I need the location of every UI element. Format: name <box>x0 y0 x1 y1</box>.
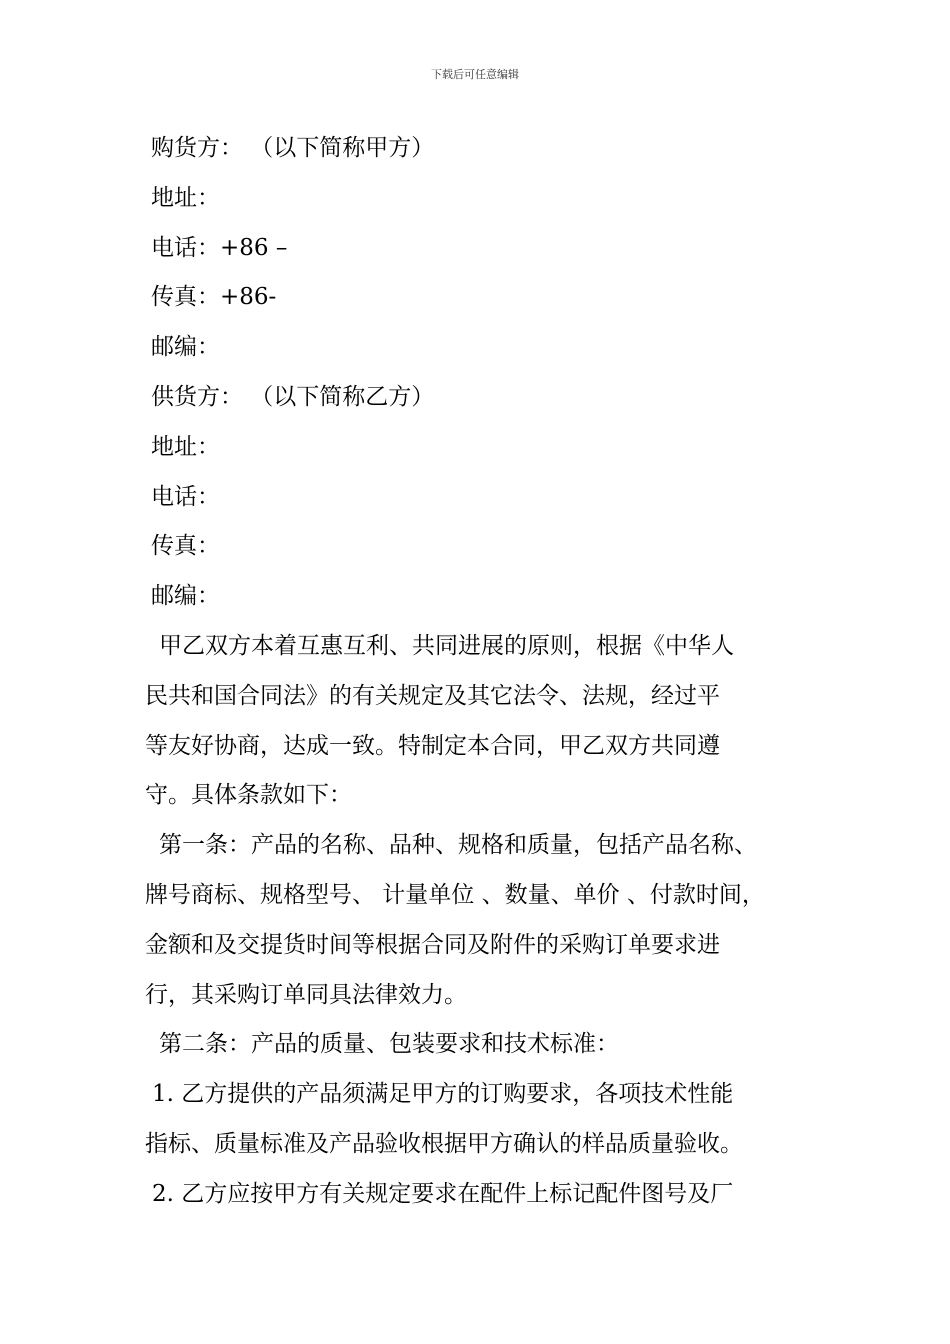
buyer-address: 地址： <box>151 184 220 211</box>
contract-body <box>145 124 825 1220</box>
article2-item2-line: 2. 乙方应按甲方有关规定要求在配件上标记配件图号及厂 <box>152 1180 734 1207</box>
buyer-title: 购货方： （以下简称甲方） <box>151 135 435 161</box>
article1-line: 行，其采购订单同具法律效力。 <box>145 981 467 1008</box>
supplier-phone: 电话： <box>151 483 220 510</box>
preamble-line: 民共和国合同法》的有关规定及其它法令、法规，经过平 <box>145 682 720 709</box>
preamble-line: 守。具体条款如下： <box>145 782 352 809</box>
article1-line: 第一条：产品的名称、品种、规格和质量，包括产品名称、 <box>159 832 757 859</box>
buyer-phone: 电话：+86 – <box>151 234 288 261</box>
buyer-postcode: 邮编： <box>151 334 220 361</box>
article1-line: 金额和及交提货时间等根据合同及附件的采购订单要求进 <box>145 931 720 958</box>
article2-item1-line: 指标、质量标准及产品验收根据甲方确认的样品质量验收。 <box>145 1130 743 1157</box>
supplier-postcode: 邮编： <box>151 583 220 610</box>
header-note: 下载后可任意编辑 <box>431 68 519 81</box>
supplier-title: 供货方： （以下简称乙方） <box>151 383 435 410</box>
buyer-fax: 传真：+86- <box>151 284 277 311</box>
supplier-address: 地址： <box>151 433 220 460</box>
article2-title: 第二条：产品的质量、包装要求和技术标准： <box>159 1031 619 1058</box>
article1-line: 牌号商标、规格型号、 计量单位 、数量、单价 、付款时间， <box>145 881 765 908</box>
article2-item1-line: 1. 乙方提供的产品须满足甲方的订购要求，各项技术性能 <box>152 1081 734 1108</box>
supplier-fax: 传真： <box>151 533 220 560</box>
preamble-line: 等友好协商，达成一致。特制定本合同，甲乙双方共同遵 <box>145 732 720 759</box>
preamble-line: 甲乙双方本着互惠互利、共同进展的原则，根据《中华人 <box>159 632 734 659</box>
